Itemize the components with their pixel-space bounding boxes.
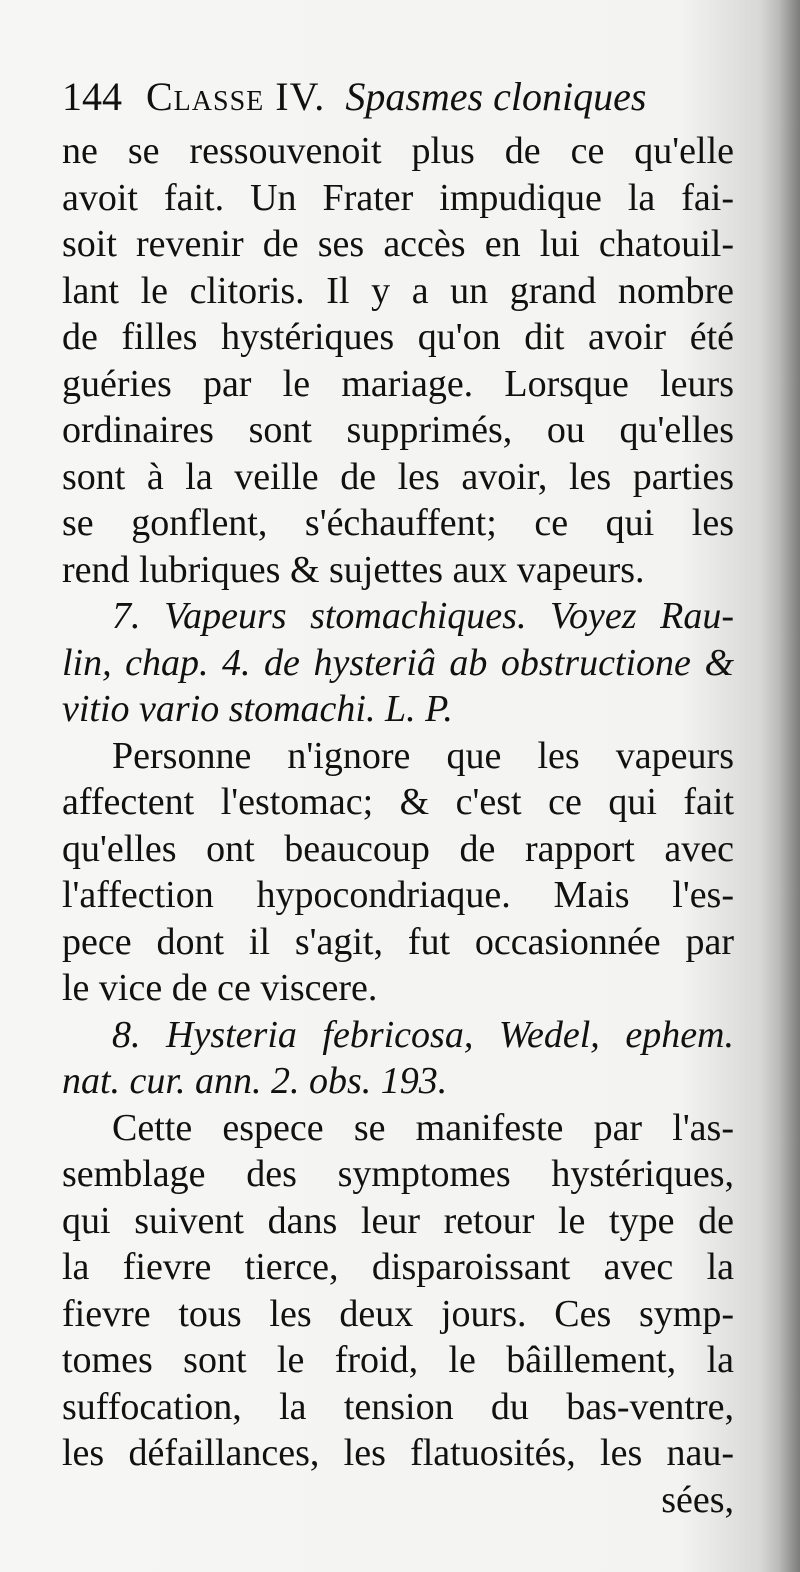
text-line: pece dont il s'agit, fut occasionnée par [62, 920, 734, 963]
text-line: Cette espece se manifeste par l'as- [112, 1106, 734, 1149]
page-number: 144 [62, 74, 122, 119]
text-line: qui suivent dans leur retour le type de [62, 1199, 734, 1242]
text-line: qu'elles ont beaucoup de rapport avec [62, 827, 734, 870]
text-line: nat. cur. ann. 2. obs. 193. [62, 1060, 448, 1102]
text-line: guéries par le mariage. Lorsque leurs [62, 362, 734, 405]
text-line: fievre tous les deux jours. Ces symp- [62, 1292, 734, 1335]
text-line: sont à la veille de les avoir, les parties [62, 455, 734, 498]
text-line: la fievre tierce, disparoissant avec la [62, 1246, 734, 1288]
text-line: Personne n'ignore que les vapeurs [112, 734, 734, 777]
class-label: Classe IV. [146, 74, 326, 119]
text-line: suffocation, la tension du bas-ventre, [62, 1385, 734, 1428]
text-line: 8. Hysteria febricosa, Wedel, ephem. [112, 1013, 734, 1056]
text-line: rend lubriques & sujettes aux vapeurs. [62, 548, 645, 591]
text-line: lant le clitoris. Il y a un grand nombre [62, 269, 734, 312]
text-line: 7. Vapeurs stomachiques. Voyez Rau- [112, 595, 734, 637]
page-gutter-shadow [778, 0, 800, 1572]
text-line: le vice de ce viscere. [62, 967, 378, 1009]
running-header [62, 72, 742, 122]
text-line: vitio vario stomachi. L. P. [62, 688, 453, 730]
text-line: semblage des symptomes hystériques, [62, 1153, 734, 1195]
text-line: l'affection hypocondriaque. Mais l'es- [62, 874, 734, 916]
text-line: lin, chap. 4. de hysteriâ ab obstructione & [62, 641, 734, 684]
text-line: sées, [661, 1478, 734, 1521]
text-line: affectent l'estomac; & c'est ce qui fait [62, 781, 734, 823]
text-line: de filles hystériques qu'on dit avoir été [62, 316, 734, 358]
text-line: ne se ressouvenoit plus de ce qu'elle [62, 130, 734, 172]
text-line: ordinaires sont supprimés, ou qu'elles [62, 409, 734, 451]
text-line: les défaillances, les flatuosités, les nau- [62, 1432, 734, 1474]
text-line: avoit fait. Un Frater impudique la fai- [62, 176, 734, 219]
text-line: se gonflent, s'échauffent; ce qui les [62, 502, 734, 544]
text-line: tomes sont le froid, le bâillement, la [62, 1339, 734, 1381]
section-subject: Spasmes cloniques [345, 74, 647, 119]
text-line: soit revenir de ses accès en lui chatouil- [62, 223, 734, 265]
